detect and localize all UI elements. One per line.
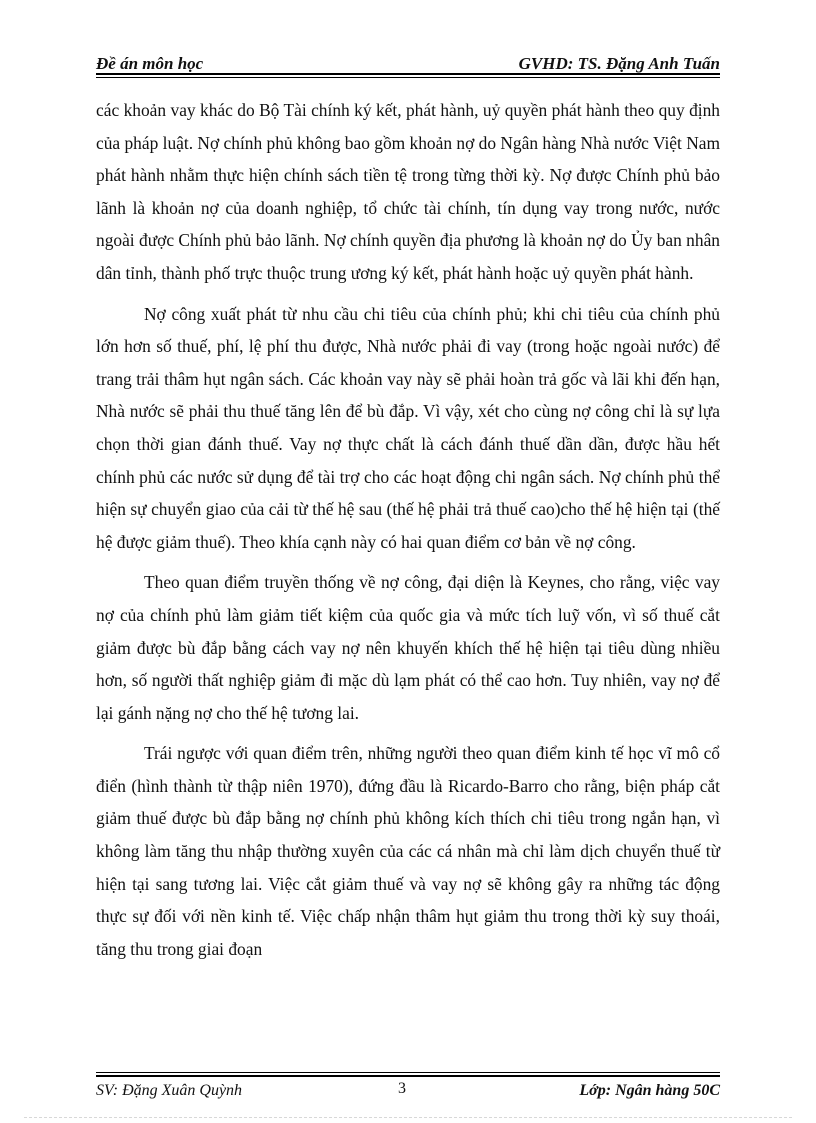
footer-rule-thick bbox=[96, 1075, 720, 1077]
header-rule-thin bbox=[96, 77, 720, 78]
footer-rule-thin bbox=[96, 1072, 720, 1073]
page-header bbox=[96, 48, 720, 74]
document-body bbox=[96, 94, 720, 965]
paragraph-continuation: các khoản vay khác do Bộ Tài chính ký kết, phát hành, uỷ quyền phát hành theo quy định của pháp luật. Nợ chính phủ không bao gồm khoản nợ do Ngân hàng Nhà nước Việt Nam phát hành nhằm thực hiện chính sách tiền tệ trong từng thời kỳ. Nợ được Chính phủ bảo lãnh là khoản nợ của doanh nghiệp, tổ chức tài chính, tín dụng vay trong nước, nước ngoài được Chính phủ bảo lãnh. Nợ chính quyền địa phương là khoản nợ do Ủy ban nhân dân tỉnh, thành phố trực thuộc trung ương ký kết, phát hành hoặc uỷ quyền phát hành. bbox=[96, 100, 720, 283]
footer-student-name: SV: Đặng Xuân Quỳnh bbox=[96, 1082, 243, 1099]
page-number: 3 bbox=[398, 1080, 406, 1097]
page-edge-divider bbox=[24, 1117, 792, 1118]
paragraph-keynes-view: Theo quan điểm truyền thống về nợ công, đại diện là Keynes, cho rằng, việc vay nợ của chính phủ làm giảm tiết kiệm của quốc gia và mức tích luỹ vốn, vì số thuế cắt giảm được bù đắp bằng cách vay nợ nên khuyến khích thế hệ hiện tại tiêu dùng nhiều hơn, số người thất nghiệp giảm đi mặc dù lạm phát có thể cao hơn. Tuy nhiên, vay nợ để lại gánh nặng nợ cho thế hệ tương lai. bbox=[96, 572, 720, 723]
footer-class-name: Lớp: Ngân hàng 50C bbox=[579, 1082, 720, 1099]
header-course-title: Đề án môn học bbox=[96, 54, 204, 73]
header-rule-thick bbox=[96, 73, 720, 75]
header-supervisor: GVHD: TS. Đặng Anh Tuấn bbox=[518, 54, 720, 73]
page-footer bbox=[96, 1080, 720, 1104]
paragraph-public-debt-origin: Nợ công xuất phát từ nhu cầu chi tiêu của chính phủ; khi chi tiêu của chính phủ lớn hơn số thuế, phí, lệ phí thu được, Nhà nước phải đi vay (trong hoặc ngoài nước) để trang trải thâm hụt ngân sách. Các khoản vay này sẽ phải hoàn trả gốc và lãi khi đến hạn, Nhà nước sẽ phải thu thuế tăng lên để bù đắp. Vì vậy, xét cho cùng nợ công chỉ là sự lựa chọn thời gian đánh thuế. Vay nợ thực chất là cách đánh thuế dần dần, được hầu hết chính phủ các nước sử dụng để tài trợ cho các hoạt động chi ngân sách. Nợ chính phủ thể hiện sự chuyển giao của cải từ thế hệ sau (thế hệ phải trả thuế cao)cho thế hệ hiện tại (thế hệ được giảm thuế). Theo khía cạnh này có hai quan điểm cơ bản về nợ công. bbox=[96, 303, 720, 552]
paragraph-ricardo-barro-view: Trái ngược với quan điểm trên, những người theo quan điểm kinh tế học vĩ mô cổ điển (hình thành từ thập niên 1970), đứng đầu là Ricardo-Barro cho rằng, biện pháp cắt giảm thuế được bù đắp bằng nợ chính phủ không kích thích chi tiêu trong ngắn hạn, vì không làm tăng thu nhập thường xuyên của các cá nhân mà chỉ làm dịch chuyển thuế từ hiện tại sang tương lai. Việc cắt giảm thuế và vay nợ sẽ không gây ra những tác động thực sự đối với nền kinh tế. Việc chấp nhận thâm hụt giảm thu trong thời kỳ suy thoái, tăng thu trong giai đoạn bbox=[96, 743, 720, 959]
